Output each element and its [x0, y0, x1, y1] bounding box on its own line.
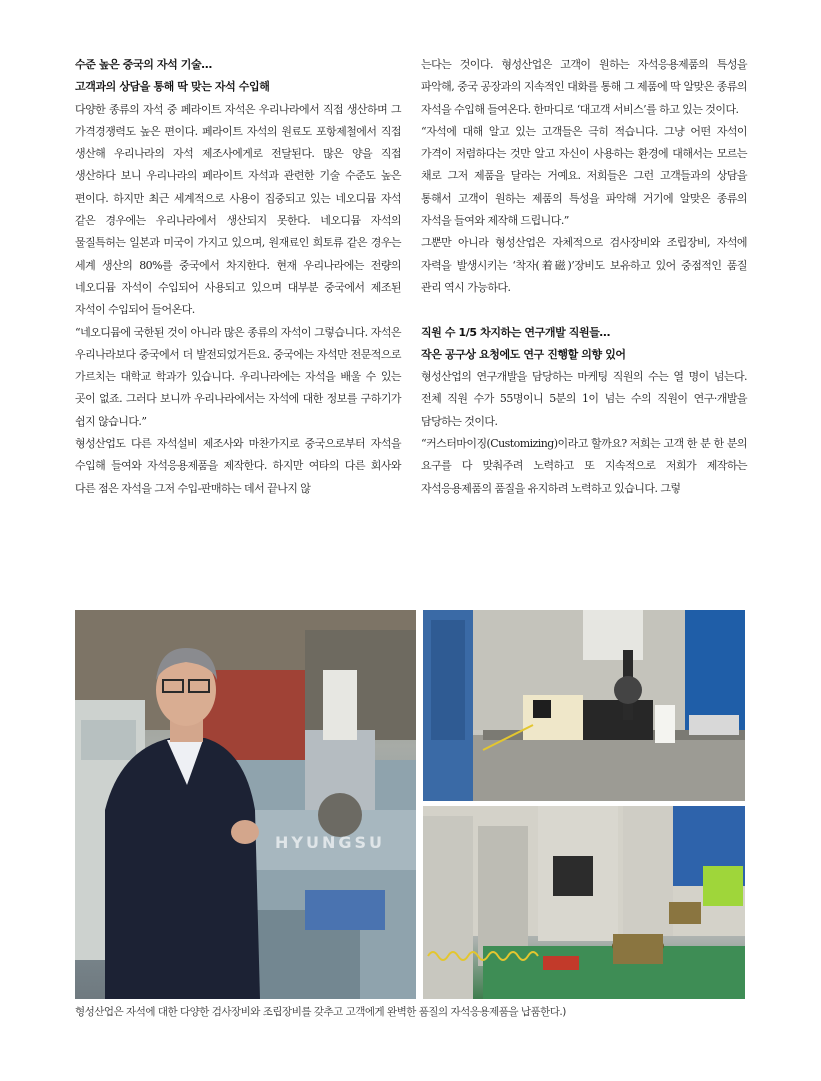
- quote-paragraph: “커스터마이징(Customizing)이라고 할까요? 저희는 고객 한 분 한 분의 요구를 다 맞춰주려 노력하고 또 지속적으로 저희가 제작하는 자석응용제품의 품질을 유지하려 노력하고 있습니다. 그렇: [421, 437, 747, 495]
- section-heading: 직원 수 1/5 차지하는 연구개발 직원들…: [421, 325, 611, 339]
- section-subheading: 작은 공구상 요청에도 연구 진행할 의향 있어: [421, 347, 626, 361]
- left-column: [75, 54, 401, 500]
- body-paragraph: 다양한 종류의 자석 중 페라이트 자석은 우리나라에서 직접 생산하며 그 가격경쟁력도 높은 편이다. 페라이트 자석의 원료도 포항제철에서 직접 생산해 우리나라의 자석 제조사에게로 전달된다. 많은 양을 직접 생산하다 보니 우리나라의 페라이트 자석과 관련한 기술 수준도 높은 편이다. 하지만 최근 세계적으로 사용이 집중되고 있는 네오디뮴 자석 같은 경우에는 우리나라에서 생산되지 못한다. 네오디뮴 자석의 물질특허는 일본과 미국이 가지고 있으며, 원재료인 희토류 같은 경우는 세계 생산의 80%를 중국에서 차지한다. 현재 우리나라에는 전량의 네오디뮴 자석이 수입되어 사용되고 있으며 대부분 중국에서 제조된 자석이 수입되어 들어온다.: [75, 102, 401, 317]
- quote-paragraph: “네오디뮴에 국한된 것이 아니라 많은 종류의 자석이 그렇습니다. 자석은 우리나라보다 중국에서 더 발전되었거든요. 중국에는 자석만 전문적으로 가르치는 대학교 학과가 있습니다. 우리나라에는 자석을 배울 수 있는 곳이 없죠. 그러다 보니까 우리나라에서는 자석에 대한 정보를 구하기가 쉽지 않습니다.”: [75, 325, 401, 428]
- section-heading: 수준 높은 중국의 자석 기술…: [75, 58, 212, 71]
- photo-ceo-illustration: [75, 610, 416, 999]
- section-gap: [421, 299, 747, 321]
- photo-ceo-with-machine: [75, 610, 416, 999]
- photo-assembly-equipment: [423, 806, 745, 999]
- photo-caption: 형성산업은 자석에 대한 다양한 검사장비와 조립장비를 갖추고 고객에게 완벽한 품질의 자석응용제품을 납품한다.): [75, 1006, 566, 1018]
- body-paragraph: 는다는 것이다. 형성산업은 고객이 원하는 자석응용제품의 특성을 파악해, 중국 공장과의 지속적인 대화를 통해 그 제품에 딱 알맞은 종류의 자석을 수입해 들여온다. 한마디로 ‘대고객 서비스’를 하고 있는 것이다.: [421, 58, 747, 116]
- photo-inspection-illustration: [423, 610, 745, 801]
- body-paragraph: 그뿐만 아니라 형성산업은 자체적으로 검사장비와 조립장비, 자석에 자력을 발생시키는 ‘착자(着磁)’장비도 보유하고 있어 중점적인 품질 관리 역시 가능하다.: [421, 236, 747, 294]
- body-paragraph: 형성산업도 다른 자석설비 제조사와 마찬가지로 중국으로부터 자석을 수입해 들여와 자석응용제품을 제작한다. 하지만 여타의 다른 회사와 다른 점은 자석을 그저 수입-판매하는 데서 끝나지 않: [75, 437, 401, 495]
- body-paragraph: 형성산업의 연구개발을 담당하는 마케팅 직원의 수는 열 명이 넘는다. 전체 직원 수가 55명이니 5분의 1이 넘는 수의 직원이 연구·개발을 담당하는 것이다.: [421, 370, 747, 428]
- machine-brand-text: HYUNGSU: [275, 833, 386, 852]
- photo-assembly-illustration: [423, 806, 745, 999]
- section-subheading: 고객과의 상담을 통해 딱 맞는 자석 수입해: [75, 80, 270, 94]
- right-column: [421, 54, 747, 500]
- photo-inspection-equipment: [423, 610, 745, 801]
- quote-paragraph: “자석에 대해 알고 있는 고객들은 극히 적습니다. 그냥 어떤 자석이 가격이 저렴하다는 것만 알고 자신이 사용하는 환경에 대해서는 모르는 채로 그저 제품을 달라는 거예요. 저희들은 그런 고객들과의 상담을 통해서 고객이 원하는 제품의 특성을 파악해 거기에 알맞은 종류의 자석을 들여와 제작해 드립니다.”: [421, 124, 747, 228]
